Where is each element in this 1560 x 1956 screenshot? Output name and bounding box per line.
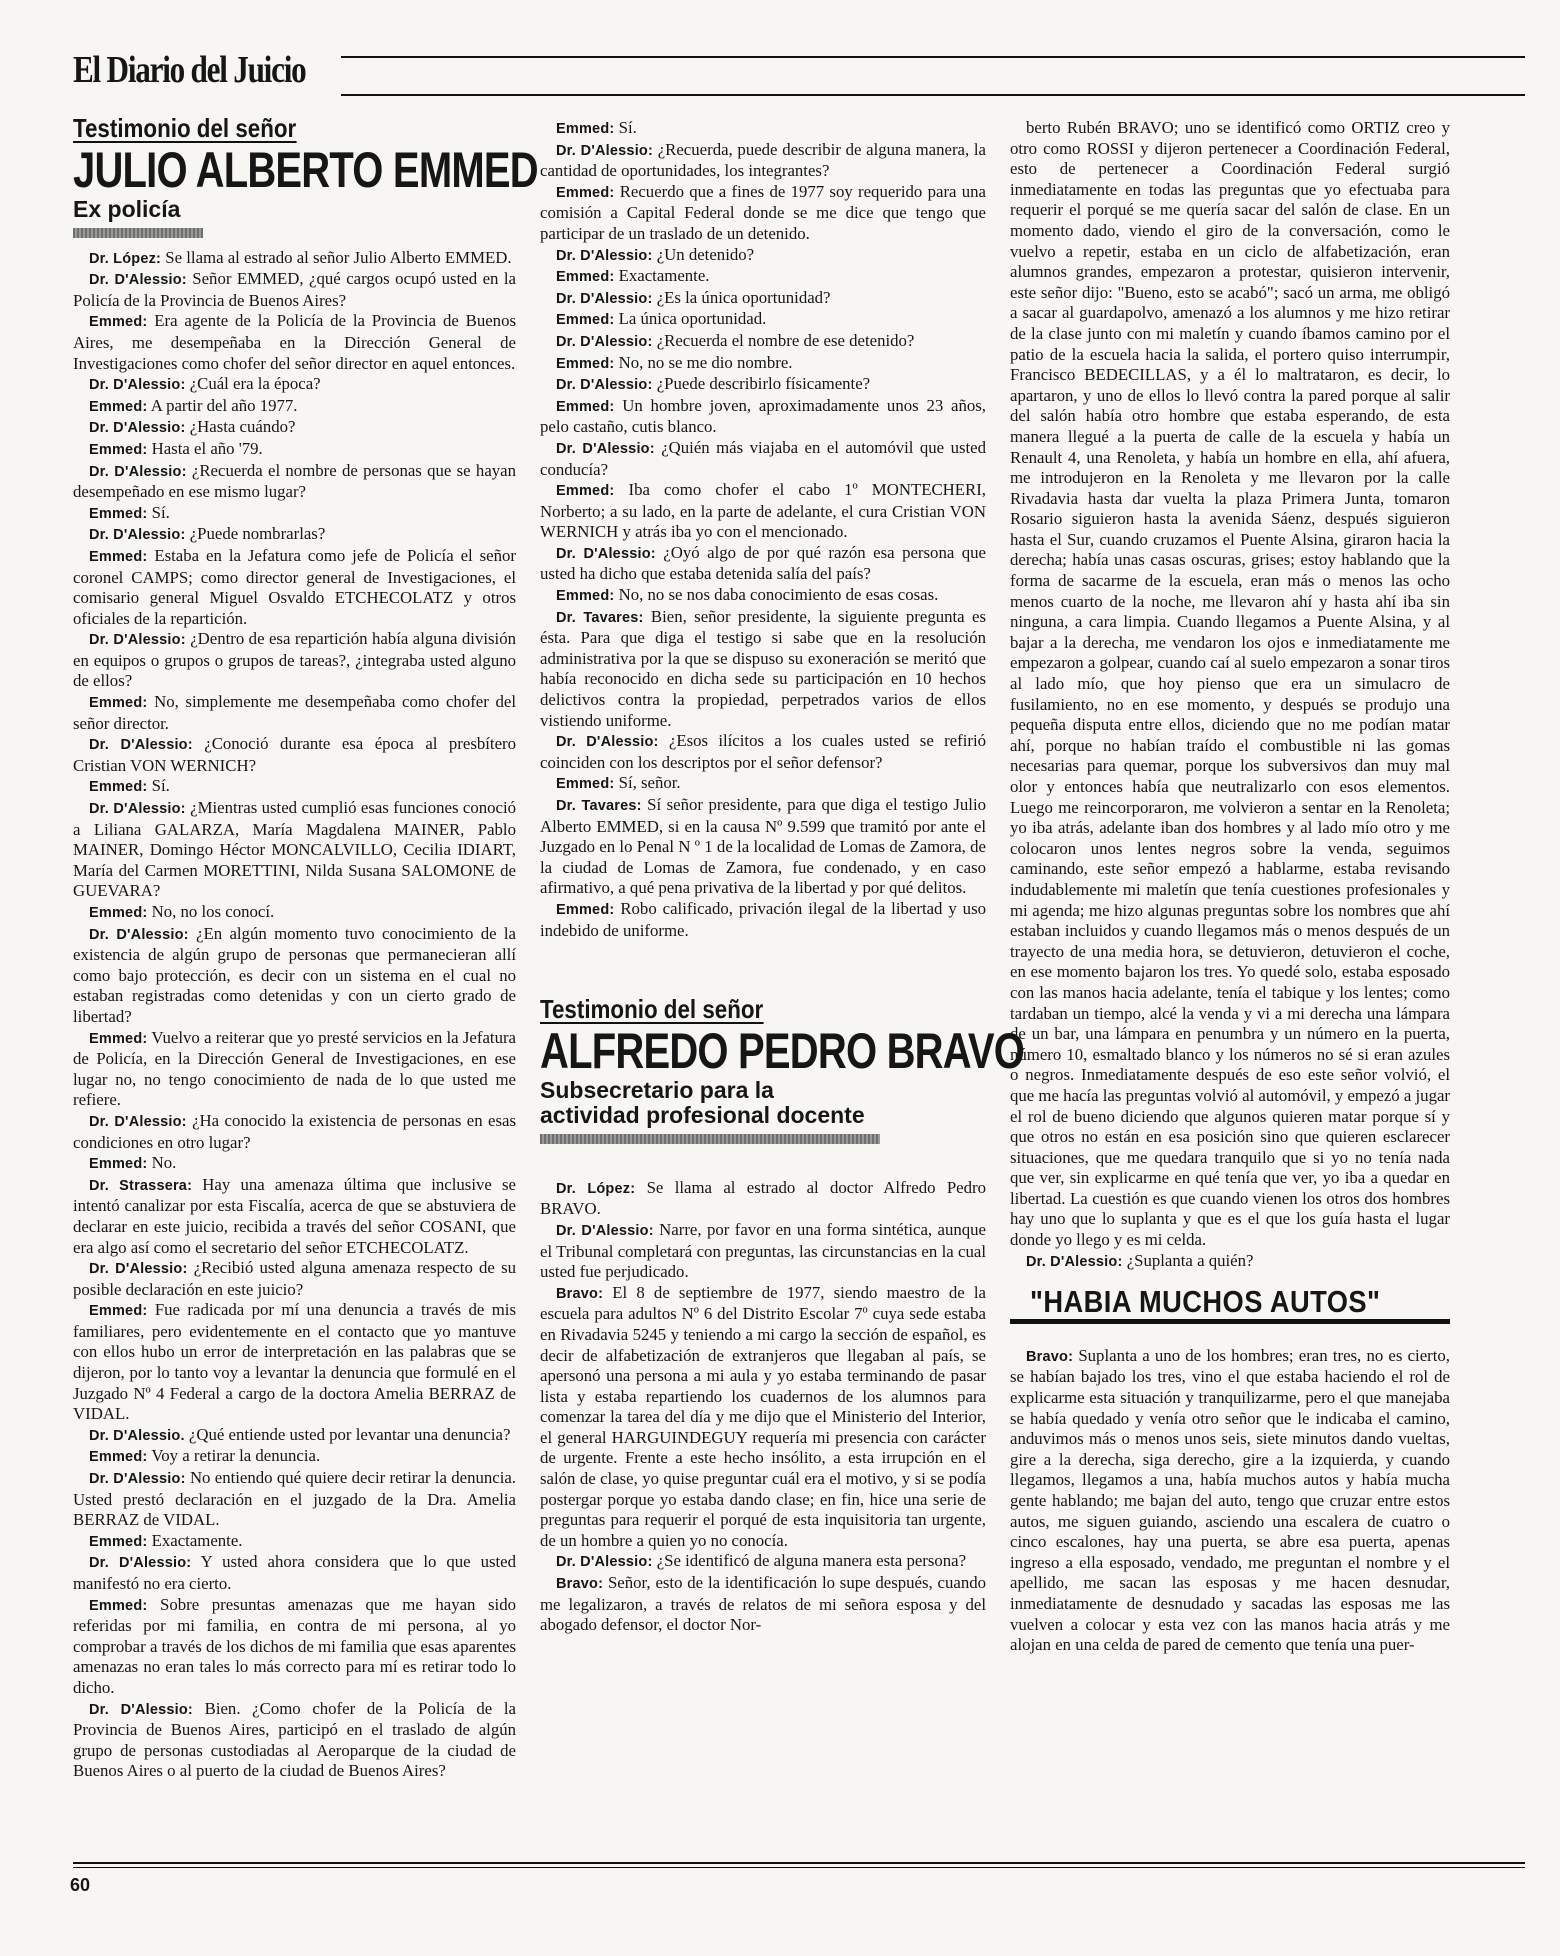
paragraph-text: Sí señor presidente, para que diga el testigo Julio Alberto EMMED, si en la causa Nº 9.599 que tramitó por ante el Juzgado en lo Penal N º 1 de la localidad de Lomas de Zamora, de la ciudad de Lomas de Zamora, fue condenado, y en caso afirmativo, a qué pena privativa de la libertad y por qué delitos. bbox=[540, 795, 986, 898]
paragraph bbox=[73, 902, 516, 924]
speaker-label: Dr. D'Alessio: bbox=[556, 545, 656, 562]
paragraph bbox=[540, 1220, 986, 1283]
paragraph bbox=[73, 503, 516, 525]
paragraph-text: No. bbox=[147, 1153, 177, 1173]
speaker-label: Dr. D'Alessio: bbox=[89, 1555, 192, 1572]
paragraph bbox=[73, 439, 516, 461]
paragraph-text: Y usted ahora considera que lo que usted manifestó no era cierto. bbox=[73, 1552, 517, 1593]
speaker-label: Emmed: bbox=[89, 314, 148, 331]
speaker-label: Bravo: bbox=[1026, 1348, 1074, 1365]
speaker-label: Dr. D'Alessio: bbox=[556, 290, 653, 307]
speaker-label: Emmed: bbox=[89, 1030, 148, 1047]
paragraph-text: ¿Recuerda el nombre de ese detenido? bbox=[652, 330, 915, 350]
paragraph-text: ¿Quién más viajaba en el automóvil que usted conducía? bbox=[540, 437, 986, 479]
paragraph bbox=[73, 776, 516, 798]
gray-divider bbox=[73, 228, 203, 238]
speaker-label: Emmed: bbox=[556, 312, 615, 329]
paragraph-text: ¿Cuál era la época? bbox=[185, 374, 321, 394]
speaker-label: Dr. D'Alessio: bbox=[89, 1701, 193, 1718]
paragraph bbox=[540, 585, 986, 607]
paragraph bbox=[540, 396, 986, 438]
paragraph-text: La única oportunidad. bbox=[614, 309, 767, 329]
paragraph bbox=[540, 1283, 986, 1552]
paragraph bbox=[73, 692, 516, 734]
speaker-label: Dr. D'Alessio: bbox=[89, 926, 189, 943]
paragraph bbox=[540, 309, 986, 331]
paragraph-text: Señor, esto de la identificación lo supe después, cuando me legalizaron, a través de relatos de mi señora esposa y del abogado defensor, el doctor Nor- bbox=[540, 1573, 986, 1635]
speaker-label: Dr. D'Alessio: bbox=[1026, 1253, 1123, 1270]
masthead-title: El Diario del Juicio bbox=[73, 49, 306, 91]
paragraph-text: Iba como chofer el cabo 1º MONTECHERI, Norberto; a su lado, en la parte de adelante, el cura Cristian VON WERNICH y atrás iba yo con el mencionado. bbox=[540, 480, 986, 542]
paragraph bbox=[73, 1258, 516, 1300]
speaker-label: Dr. D'Alessio: bbox=[556, 734, 659, 751]
paragraph-text: No, no los conocí. bbox=[147, 902, 275, 921]
speaker-label: Dr. D'Alessio. bbox=[89, 1427, 185, 1444]
paragraph-text: ¿Puede nombrarlas? bbox=[185, 524, 326, 544]
paragraph bbox=[73, 1111, 516, 1153]
paragraph bbox=[1010, 1346, 1450, 1656]
paragraph bbox=[73, 798, 516, 902]
paragraph-text: No entiendo qué quiere decir retirar la denuncia. Usted prestó declaración en el juzgado de la Dra. Amelia BERRAZ de VIDAL. bbox=[73, 1468, 516, 1530]
column-1 bbox=[73, 113, 538, 1956]
paragraph-text: Fue radicada por mí una denuncia a través de mis familiares, pero evidentemente en el contacto que yo mantuve con ellos hubo un error de interpretación en las palabras que se dijeron, por lo tanto voy a levantar la denuncia que formulé en el Juzgado Nº 4 Federal a cargo de la doctora Amelia BERRAZ de VIDAL. bbox=[73, 1300, 516, 1424]
paragraph-text: ¿Recuerda el nombre de personas que se hayan desempeñado en ese mismo lugar? bbox=[73, 460, 517, 502]
paragraph bbox=[540, 182, 986, 245]
paragraph-text: Bien. ¿Como chofer de la Policía de la Provincia de Buenos Aires, participó en el traslado de algún grupo de personas custodiadas al Aeroparque de la ciudad de Buenos Aires o al puerto de la ciudad de Buenos Aires? bbox=[73, 1698, 516, 1781]
paragraph bbox=[73, 524, 516, 546]
paragraph-text: ¿Mientras usted cumplió esas funciones conoció a Liliana GALARZA, María Magdalena MAINER, Pablo MAINER, Domingo Héctor MONCALVILLO, Cecilia IDIART, María del Carmen MORETTINI, Nilda Susana SALOMONE de GUEVARA? bbox=[73, 798, 517, 901]
footer-rule-thin bbox=[73, 1867, 1525, 1868]
paragraph-text: Exactamente. bbox=[614, 266, 710, 286]
article2-role-line1: Subsecretario para la bbox=[540, 1076, 774, 1103]
paragraph-text: No, no se me dio nombre. bbox=[614, 352, 793, 372]
speaker-label: Dr. Tavares: bbox=[556, 798, 642, 814]
paragraph bbox=[540, 480, 986, 543]
speaker-label: Dr. D'Alessio: bbox=[89, 632, 186, 649]
paragraph bbox=[540, 140, 986, 182]
paragraph bbox=[73, 1300, 516, 1425]
speaker-label: Emmed: bbox=[556, 355, 615, 372]
paragraph-text: ¿Ha conocido la existencia de personas en esas condiciones en otro lugar? bbox=[73, 1110, 516, 1152]
speaker-label: Dr. D'Alessio: bbox=[89, 420, 186, 437]
paragraph-text: ¿Suplanta a quién? bbox=[1122, 1250, 1254, 1270]
paragraph bbox=[540, 731, 986, 773]
paragraph bbox=[73, 1425, 516, 1447]
paragraph bbox=[73, 1468, 516, 1531]
paragraph-text: Estaba en la Jefatura como jefe de Policía el señor coronel CAMPS; como director general de Investigaciones, el comisario general Miguel Osvaldo ETCHECOLATZ y otros oficiales de la repartición. bbox=[73, 545, 516, 628]
speaker-label: Emmed: bbox=[89, 441, 148, 458]
paragraph bbox=[73, 461, 516, 503]
speaker-label: Bravo: bbox=[556, 1576, 604, 1593]
paragraph-text: Era agente de la Policía de la Provincia de Buenos Aires, me desempeñaba en la Dirección General de Investigaciones como chofer del señor director en aquel entonces. bbox=[73, 311, 516, 373]
paragraph-text: Sí. bbox=[147, 502, 170, 522]
speaker-label: Bravo: bbox=[556, 1285, 604, 1302]
article2-headline: ALFREDO PEDRO BRAVO bbox=[540, 1022, 1025, 1079]
paragraph-text: Sobre presuntas amenazas que me hayan sido referidas por mi familia, en contra de mi persona, al yo comprobar a través de los dichos de mi familia que esas aparentes amenazas no eran tales lo más correcto para mí es retirar todo lo dicho. bbox=[73, 1594, 516, 1697]
pull-quote: "HABIA MUCHOS AUTOS" bbox=[1030, 1284, 1381, 1320]
paragraph bbox=[540, 266, 986, 288]
speaker-label: Dr. D'Alessio: bbox=[89, 737, 193, 754]
paragraph-text: Se llama al estrado al doctor Alfredo Pedro BRAVO. bbox=[540, 1177, 986, 1219]
paragraph bbox=[540, 245, 986, 267]
speaker-label: Emmed: bbox=[89, 398, 148, 415]
article2-role-line2: actividad profesional docente bbox=[540, 1101, 865, 1128]
speaker-label: Dr. D'Alessio: bbox=[89, 377, 186, 394]
speaker-label: Dr. D'Alessio: bbox=[89, 1261, 188, 1278]
paragraph-text: ¿Oyó algo de por qué razón esa persona que usted ha dicho que estaba detenida salía del país? bbox=[540, 542, 987, 584]
speaker-label: Emmed: bbox=[556, 269, 615, 286]
paragraph-text: Robo calificado, privación ilegal de la libertad y uso indebido de uniforme. bbox=[540, 898, 986, 940]
speaker-label: Dr. D'Alessio: bbox=[556, 1222, 654, 1239]
paragraph-text: ¿En algún momento tuvo conocimiento de la existencia de algún grupo de personas que permanecieran allí como bajo protección, es decir con un sistema en el cual no estaban registradas como detenidas y con un cierto grado de libertad? bbox=[73, 923, 516, 1026]
paragraph-text: ¿Un detenido? bbox=[652, 244, 755, 264]
speaker-label: Dr. Tavares: bbox=[556, 609, 644, 626]
speaker-label: Emmed: bbox=[89, 548, 148, 565]
speaker-label: Dr. López: bbox=[89, 250, 162, 267]
paragraph bbox=[73, 1595, 516, 1699]
article1-role: Ex policía bbox=[73, 195, 181, 222]
article2-body-continued-2 bbox=[1010, 1346, 1450, 1656]
article1-body-continued bbox=[540, 118, 986, 941]
paragraph bbox=[540, 353, 986, 375]
paragraph-text: ¿Conoció durante esa época al presbítero Cristian VON WERNICH? bbox=[73, 734, 516, 775]
speaker-label: Emmed: bbox=[556, 121, 615, 137]
gray-divider bbox=[540, 1134, 880, 1144]
paragraph bbox=[540, 331, 986, 353]
speaker-label: Dr. D'Alessio: bbox=[556, 142, 654, 159]
paragraph bbox=[540, 374, 986, 396]
speaker-label: Dr. D'Alessio: bbox=[556, 333, 653, 350]
speaker-label: Dr. D'Alessio: bbox=[89, 801, 186, 818]
paragraph bbox=[73, 269, 516, 311]
paragraph bbox=[73, 311, 516, 374]
paragraph-text: El 8 de septiembre de 1977, siendo maestro de la escuela para adultos Nº 6 del Distrito Escolar 7º cuya sede estaba en Rivadavia 5245 y teniendo a mi cargo la sección de español, es decir de alfabetización de extranjeros que llegaban al país, se apersonó una persona a mi aula y yo estaba terminando de pasar lista y estaba repartiendo los cuadernos de los alumnos para comenzar la tarea del día y me dijo que el Ministerio del Interior, el general HARGUINDEGUY requería mi presencia con carácter de urgente. Frente a este hecho insólito, a esta irrupción en el salón de clase, yo quise preguntar cuál era el motivo, y si se podía postergar porque yo estaba dando clase; en fin, hice una serie de preguntas para requerir el porqué de esta inquisitoria tan urgente, de un hombre a quien yo no conocía. bbox=[540, 1282, 986, 1550]
paragraph-text: ¿Es la única oportunidad? bbox=[652, 287, 831, 307]
paragraph-text: Sí. bbox=[614, 118, 637, 137]
pull-quote-rule bbox=[1010, 1319, 1450, 1324]
paragraph bbox=[540, 1573, 986, 1636]
paragraph bbox=[540, 118, 986, 140]
paragraph-text: Un hombre joven, aproximadamente unos 23 años, pelo castaño, cutis blanco. bbox=[540, 395, 986, 437]
speaker-label: Dr. D'Alessio: bbox=[556, 1554, 653, 1571]
article2-body-continued bbox=[1010, 118, 1450, 1272]
paragraph-text: Vuelvo a reiterar que yo presté servicios en la Jefatura de Policía, en la Dirección General de Investigaciones, en ese lugar no, no tengo conocimiento de nada de lo que usted me refiere. bbox=[73, 1027, 516, 1110]
speaker-label: Emmed: bbox=[556, 776, 615, 793]
paragraph-text: Recuerdo que a fines de 1977 soy requerido para una comisión a Capital Federal donde se me dice que tengo que participar de un traslado de un detenido. bbox=[540, 181, 986, 243]
speaker-label: Emmed: bbox=[89, 1597, 148, 1614]
paragraph-text: ¿Esos ilícitos a los cuales usted se refirió coinciden con los descriptos por el señor defensor? bbox=[540, 731, 987, 772]
paragraph bbox=[73, 734, 516, 776]
paragraph bbox=[73, 374, 516, 396]
paragraph-text: Sí, señor. bbox=[614, 773, 681, 793]
article1-kicker: Testimonio del señor bbox=[73, 113, 297, 143]
paragraph bbox=[73, 1446, 516, 1468]
paragraph bbox=[540, 543, 986, 585]
speaker-label: Emmed: bbox=[89, 505, 148, 522]
article2-body bbox=[540, 1178, 986, 1636]
paragraph-text: Se llama al estrado al señor Julio Alberto EMMED. bbox=[161, 247, 512, 267]
paragraph bbox=[73, 1531, 516, 1553]
paragraph bbox=[540, 773, 986, 795]
paragraph-text: Señor EMMED, ¿qué cargos ocupó usted en la Policía de la Provincia de Buenos Aires? bbox=[73, 269, 517, 310]
paragraph-text: Bien, señor presidente, la siguiente pregunta es ésta. Para que diga el testigo si sabe que en la resolución administrativa por la que se dispuso su exoneración se meritó que había reconocido en dicha sede su participación en 10 hechos delictivos contra la propiedad, perpetrados varios de ellos vistiendo uniforme. bbox=[540, 606, 986, 730]
speaker-label: Emmed: bbox=[89, 695, 148, 712]
paragraph bbox=[73, 629, 516, 692]
paragraph-text: ¿Dentro de esa repartición había alguna división en equipos o grupos o grupos de tareas?, ¿integraba usted alguno de ellos? bbox=[73, 629, 516, 691]
paragraph-text: No, simplemente me desempeñaba como chofer del señor director. bbox=[73, 692, 516, 733]
paragraph bbox=[73, 248, 516, 270]
paragraph bbox=[73, 396, 516, 418]
masthead-rule-bottom bbox=[341, 94, 1525, 96]
paragraph bbox=[73, 417, 516, 439]
speaker-label: Emmed: bbox=[556, 398, 615, 415]
paragraph bbox=[540, 607, 986, 732]
column-2 bbox=[540, 118, 1025, 1956]
paragraph bbox=[540, 288, 986, 310]
paragraph-text: ¿Puede describirlo físicamente? bbox=[652, 374, 871, 394]
paragraph-text: Suplanta a uno de los hombres; eran tres, no es cierto, se habían bajado los tres, vino el que estaba haciendo el rol de explicarme esta situación y tranquilizarme, pero el que manejaba se había quedado y venía otro señor que le indicaba el camino, anduvimos más o menos unos seis, siete minutos dando vueltas, gire a la derecha, siga derecho, gire a la izquierda, y cuando llegamos, llegamos a una, había muchos autos y había mucha gente hablando; me bajan del auto, tengo que cruzar entre estos autos, me siguen guiando, asciendo una escalera de cuatro o cinco escalones, hay una puerta, se abre esa puerta, apenas ingreso a ella esposado, vendado, me preguntan el nombre y el apellido, me sacan las esposas y me hacen desnudar, inmediatamente de desnudado y sacadas las esposas me las vuelven a colocar y esta vez con las manos hacia atrás y me alojan en una celda de pared de cemento que tenía una puer- bbox=[1010, 1345, 1450, 1655]
paragraph-text: A partir del año 1977. bbox=[147, 395, 298, 415]
paragraph-text: ¿Recuerda, puede describir de alguna manera, la cantidad de oportunidades, los integrantes? bbox=[540, 139, 986, 181]
speaker-label: Emmed: bbox=[89, 1156, 148, 1173]
paragraph bbox=[540, 899, 986, 941]
paragraph-text: ¿Recibió usted alguna amenaza respecto de su posible declaración en este juicio? bbox=[73, 1258, 516, 1299]
paragraph bbox=[73, 546, 516, 629]
article1-headline: JULIO ALBERTO EMMED bbox=[73, 141, 538, 198]
speaker-label: Emmed: bbox=[89, 905, 148, 921]
speaker-label: Emmed: bbox=[89, 1303, 148, 1320]
paragraph bbox=[73, 1028, 516, 1111]
paragraph bbox=[73, 1552, 516, 1594]
paragraph-text: ¿Qué entiende usted por levantar una denuncia? bbox=[184, 1424, 511, 1444]
speaker-label: Dr. D'Alessio: bbox=[556, 247, 653, 264]
paragraph bbox=[73, 1175, 516, 1258]
paragraph-text: Exactamente. bbox=[147, 1530, 243, 1550]
speaker-label: Emmed: bbox=[89, 1533, 148, 1550]
masthead bbox=[73, 44, 1525, 100]
paragraph bbox=[1010, 1251, 1450, 1273]
page-number: 60 bbox=[70, 1875, 91, 1895]
speaker-label: Emmed: bbox=[556, 588, 615, 605]
speaker-label: Emmed: bbox=[89, 779, 148, 796]
paragraph bbox=[73, 924, 516, 1028]
speaker-label: Dr. D'Alessio: bbox=[89, 272, 187, 289]
article1-body bbox=[73, 248, 516, 1782]
footer-rule bbox=[73, 1862, 1525, 1864]
paragraph-text: ¿Hasta cuándo? bbox=[185, 417, 296, 437]
speaker-label: Dr. D'Alessio: bbox=[556, 440, 655, 457]
paragraph-text: Hay una amenaza última que inclusive se intentó canalizar por esta Fiscalía, acerca de que se abstuviera de declarar en este juicio, recibida a través del señor COSANI, que era algo así como el secretario del señor ETCHECOLATZ. bbox=[73, 1174, 516, 1257]
column-3 bbox=[1010, 118, 1450, 1956]
speaker-label: Emmed: bbox=[556, 483, 615, 500]
speaker-label: Dr. D'Alessio: bbox=[89, 463, 187, 480]
speaker-label: Emmed: bbox=[556, 184, 615, 201]
paragraph bbox=[540, 795, 986, 899]
paragraph-text: Sí. bbox=[147, 776, 170, 796]
speaker-label: Emmed: bbox=[556, 901, 615, 918]
paragraph bbox=[540, 1178, 986, 1220]
paragraph bbox=[1010, 118, 1450, 1251]
speaker-label: Dr. D'Alessio: bbox=[89, 1113, 187, 1130]
speaker-label: Emmed: bbox=[89, 1449, 148, 1466]
paragraph bbox=[73, 1153, 516, 1175]
speaker-label: Dr. D'Alessio: bbox=[89, 527, 186, 544]
speaker-label: Dr. Strassera: bbox=[89, 1177, 193, 1194]
speaker-label: Dr. López: bbox=[556, 1180, 636, 1197]
paragraph bbox=[73, 1699, 516, 1782]
speaker-label: Dr. D'Alessio: bbox=[556, 377, 653, 394]
paragraph-text: Narre, por favor en una forma sintética, aunque el Tribunal completará con preguntas, las circunstancias en la cual usted fue perjudicado. bbox=[540, 1219, 987, 1282]
masthead-rule-top bbox=[341, 56, 1525, 58]
paragraph-text: Hasta el año '79. bbox=[147, 438, 263, 458]
article2-kicker: Testimonio del señor bbox=[540, 994, 764, 1025]
paragraph-text: Voy a retirar la denuncia. bbox=[147, 1446, 321, 1466]
paragraph bbox=[540, 438, 986, 480]
speaker-label: Dr. D'Alessio: bbox=[89, 1471, 186, 1488]
paragraph-text: ¿Se identificó de alguna manera esta persona? bbox=[652, 1551, 967, 1571]
paragraph-text: berto Rubén BRAVO; uno se identificó como ORTIZ creo y otro como ROSSI y dijeron pertenecer a Coordinación Federal, esto de pertenecer a Coordinación Federal surgió inmediatamente en todas las preguntas que yo efectuaba para requerir el porqué se me quería sacar del salón de clase. En un momento dado, viendo el giro de la conversación, como le vuelvo a repetir, estaba en un ciclo de alfabetización, eran alumnos grandes, empezaron a protestar, quisieron intervenir, este señor dijo: "Bueno, esto se acabó"; sacó un arma, me obligó a sacar al guardapolvo, amenazó a los alumnos y me hizo retirar de la clase junto con mi maletín y cuando íbamos camino por el patio de la escuela hacia la salida, el portero quiso interrumpir, Francisco BEDECILLAS, y a él lo maltrataron, es decir, lo apartaron, y uno de ellos lo llevó contra la pared porque al salir del salón había otro hombre que estaba esperando, de esta manera llegué a la puerta de calle de la escuela y había un Renault 4, una Renoleta, y había un hombre en ella, ahí afuera, me introdujeron en la Renoleta y me llevaron por la calle Rivadavia hasta dar vuelta la plaza Primera Junta, tomaron Rosario siguieron hasta la avenida Sáenz, después siguieron hasta el Sur, cuando cruzamos el Puente Alsina, giraron hacia la derecha; había unas casas oscuras, grises; estoy hablando que la forma de sacarme de la escuela, eran más o menos las ocho menos cuarto de la noche, me llevaron ahí y hasta ahí iba sin ninguna, a cara limpia. Cuando llegamos a Puente Alsina, y al bajar a la derecha, me vendaron los ojos e inmediatamente me empezaron a golpear, cuando caí al suelo empezaron a sonar tiros al lado mío, que hoy pienso que era un simulacro de fusilamiento, no en ese momento, y después se produjo una pequeña disputa entre ellos, diciendo que no me podían matar ahí, porque no habían traído el combustible ni las gomas necesarias para quemar, porque los subversivos dan muy mal olor y entonces había que neutralizarlo con esos elementos. Luego me reincorporaron, me volvieron a sentar en la Renoleta; yo iba atrás, adelante iban dos hombres y al lado mío otro y me colocaron unos lentes negros sobre la venda, seguimos caminando, este señor empezó a hablarme, estaba revisando indudablemente mi maletín que tenía cuestiones profesionales y mi agenda; me hizo algunas preguntas sobre los nombres que ahí estaban incluidos y cuando llegamos más o menos después de un trayecto de una media hora, se detuvieron, detuvieron el coche, en ese momento bajaron los tres. Yo quedé solo, estaba esposado con las manos hacia adelante, tenía el tabique y los lentes; como tardaban un tiempo, alcé la venda y vi a mi derecha una lámpara de un bar, una lámpara en penumbra y un número en la puerta, número 10, esmaltado blanco y los números no sé si eran azules o negros. Inmediatamente después de eso este señor volvió, el que me hacía las preguntas volvió al automóvil, y empezó a jugar el rol de bueno diciendo que algunos quieren matar porque sí y que otros no están en esa posición sino que quieren esclarecer situaciones, que me quedara tranquilo que si yo no tenía nada que ver, sin explicarme en qué tenía que ver, yo iba a quedar en libertad. La cuestión es que cuando vienen los otros dos hombres hay uno que lo suplanta y que es el que los guía hasta el lugar donde yo llego y es mi celda. bbox=[1010, 118, 1450, 1250]
paragraph bbox=[540, 1551, 986, 1573]
paragraph-text: No, no se nos daba conocimiento de esas cosas. bbox=[614, 585, 939, 605]
